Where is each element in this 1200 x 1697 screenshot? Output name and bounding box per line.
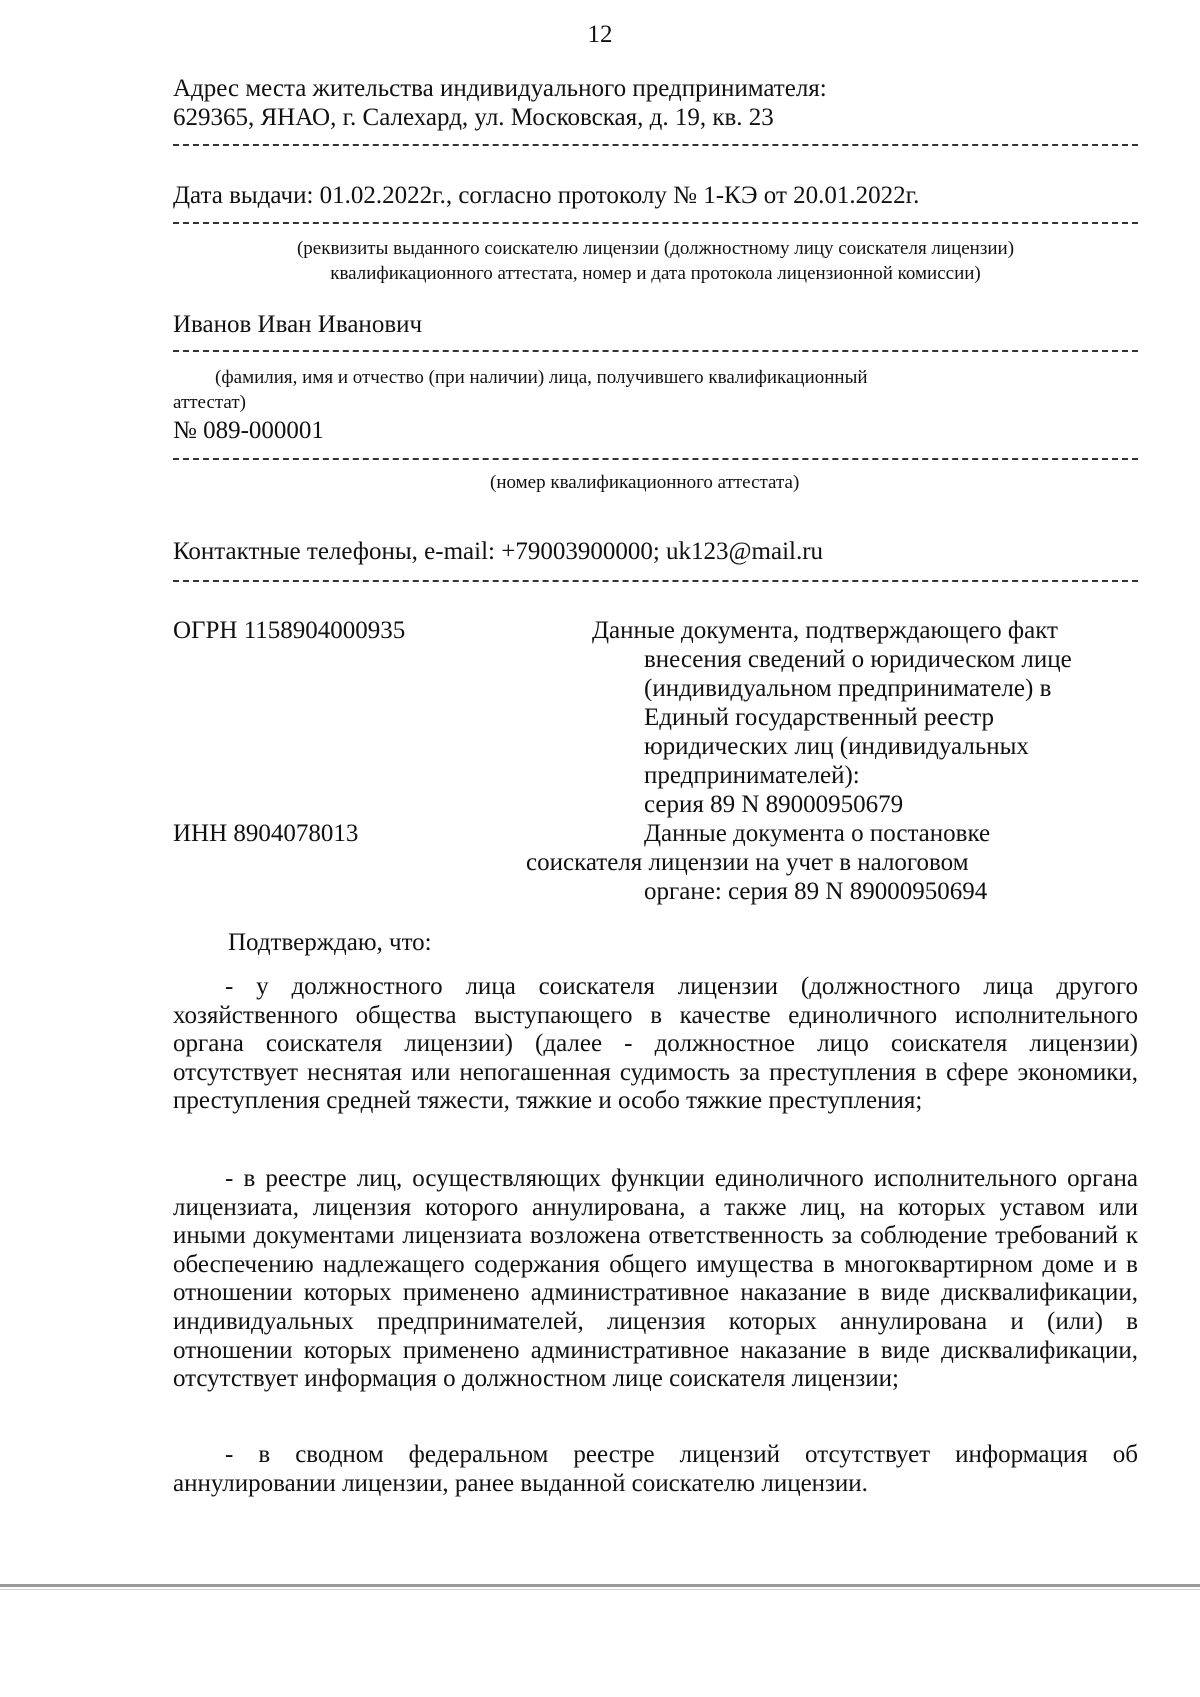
scan-edge-line <box>0 1584 1200 1587</box>
issue-caption-2: квалификационного аттестата, номер и дата протокола лицензионной комиссии) <box>330 263 981 284</box>
tax-line: Данные документа о постановке <box>644 820 991 847</box>
confirm-paragraph: - у должностного лица соискателя лицензии (должностного лица другого хозяйственного общества выступающего в качестве единоличного исполнительного органа соискателя лицензии) (далее - должностное лицо соискателя лицензии) отсутствует неснятая или непогашенная судимость за преступления в сфере экономики, преступления средней тяжести, тяжкие и особо тяжкие преступления; <box>173 973 1138 1115</box>
tax-series: органе: серия 89 N 89000950694 <box>644 878 988 905</box>
ogrn: ОГРН 1158904000935 <box>173 617 406 644</box>
issue-date-line: Дата выдачи: 01.02.2022г., согласно протоколу № 1-КЭ от 20.01.2022г. <box>173 182 920 209</box>
egrul-line: предпринимателей): <box>644 762 860 789</box>
contacts-line: Контактные телефоны, e-mail: +79003900000; uk123@mail.ru <box>173 538 824 565</box>
egrul-line: Данные документа, подтверждающего факт <box>592 617 1058 644</box>
divider <box>173 350 1138 352</box>
divider <box>173 144 1138 146</box>
issue-caption-1: (реквизиты выданного соискателю лицензии (должностному лицу соискателя лицензии) <box>296 238 1015 259</box>
person-caption-2: аттестат) <box>173 392 246 413</box>
egrul-line: внесения сведений о юридическом лице <box>644 646 1072 673</box>
scan-edge-shadow <box>0 1589 1200 1590</box>
address-value: 629365, ЯНАО, г. Салехард, ул. Московская, д. 19, кв. 23 <box>173 104 774 131</box>
divider <box>173 580 1138 582</box>
confirm-paragraph: - в реестре лиц, осуществляющих функции единоличного исполнительного органа лицензиата, лицензия которого аннулирована, а также лиц, на которых уставом или иными документами лицензиата возложена ответственность за соблюдение требований к обеспечению надлежащего содержания общего имущества в многоквартирном доме и в отношении которых применено административное наказание в виде дисквалификации, индивидуальных предпринимателей, лицензия которых аннулирована и (или) в отношении которых применено административное наказание в виде дисквалификации, отсутствует информация о должностном лице соискателя лицензии; <box>173 1165 1138 1393</box>
certificate-caption: (номер квалификационного аттестата) <box>490 472 800 493</box>
egrul-line: юридических лиц (индивидуальных <box>644 733 1029 760</box>
divider <box>173 222 1138 224</box>
confirm-paragraph: - в сводном федеральном реестре лицензий отсутствует информация об аннулировании лицензии, ранее выданной соискателю лицензии. <box>173 1441 1138 1497</box>
divider <box>173 458 1138 460</box>
address-label: Адрес места жительства индивидуального предпринимателя: <box>173 75 827 102</box>
inn: ИНН 8904078013 <box>173 820 359 847</box>
egrul-line: (индивидуальном предпринимателе) в <box>644 675 1052 702</box>
certificate-number: № 089-000001 <box>173 417 324 444</box>
person-name: Иванов Иван Иванович <box>173 311 423 338</box>
confirm-heading: Подтверждаю, что: <box>228 929 432 956</box>
page-number: 12 <box>587 21 613 48</box>
egrul-line: Единый государственный реестр <box>644 704 995 731</box>
person-caption-1: (фамилия, имя и отчество (при наличии) лица, получившего квалификационный <box>215 367 868 388</box>
egrul-series: серия 89 N 89000950679 <box>644 791 904 818</box>
tax-line: соискателя лицензии на учет в налоговом <box>526 849 969 876</box>
